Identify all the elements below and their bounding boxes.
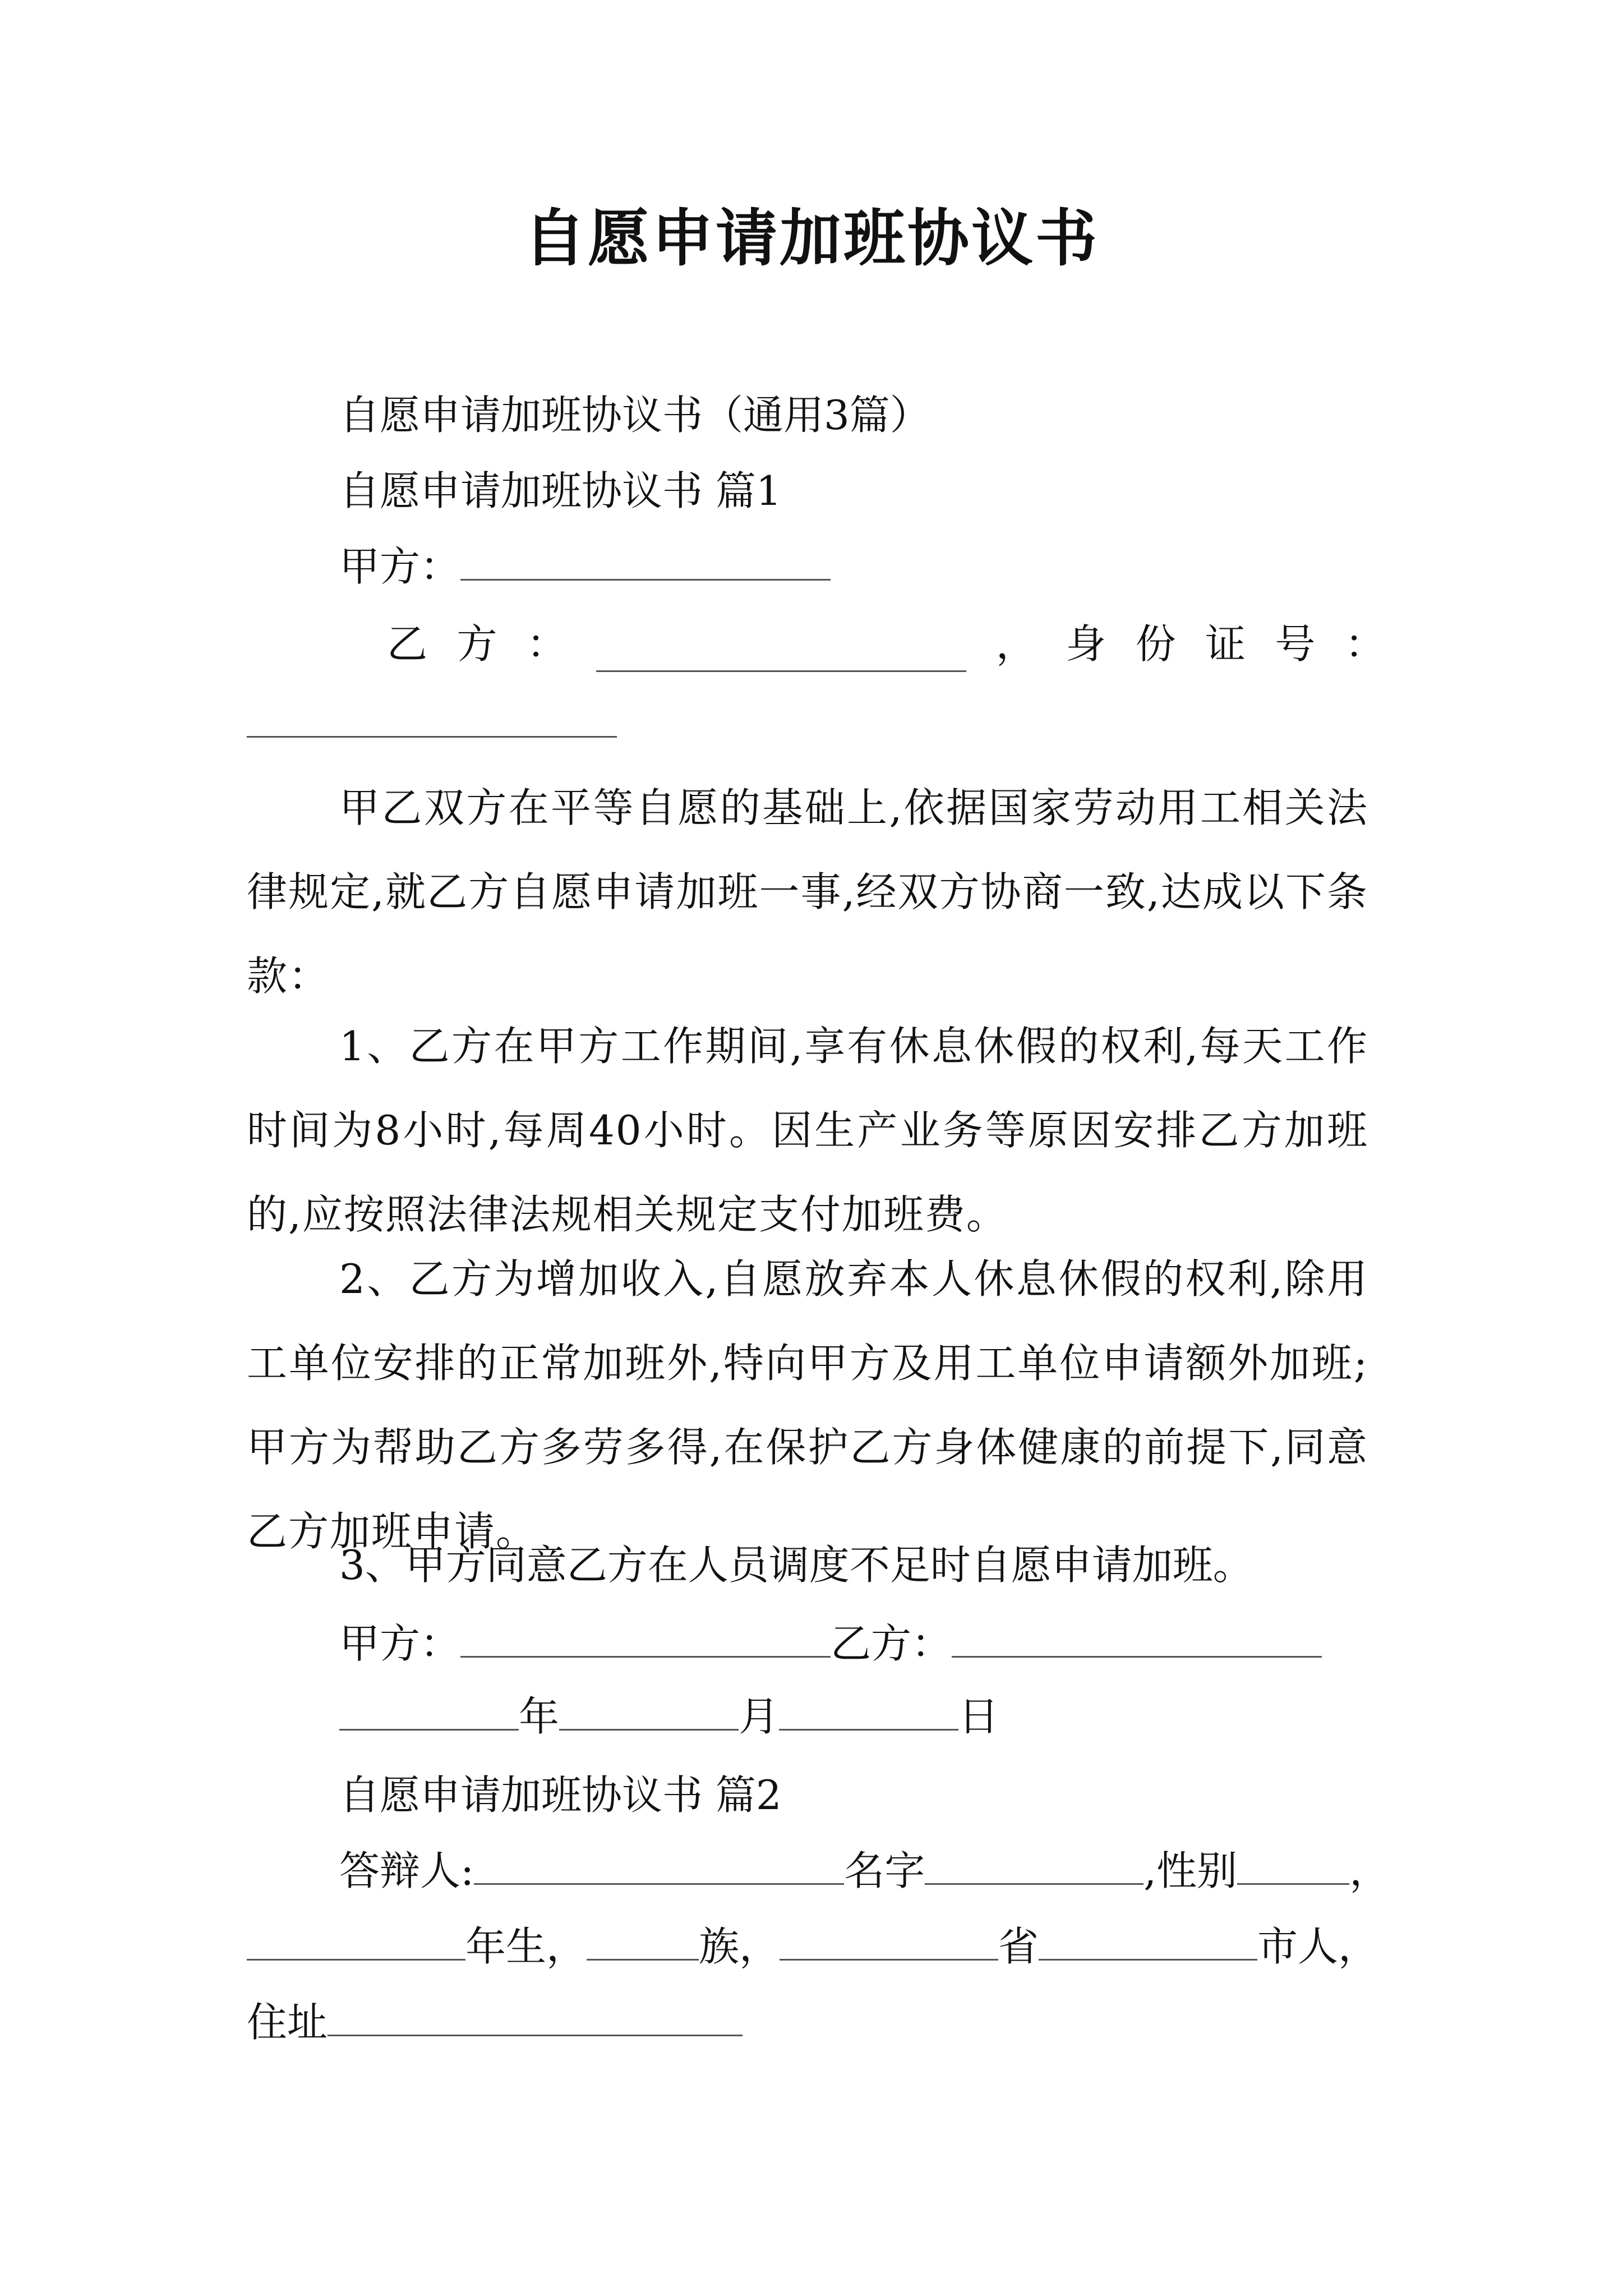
year-label: 年 [519,1693,560,1740]
origin-line [247,1918,1378,1975]
party-b-char-6: 份 [1135,620,1176,668]
month-label: 月 [739,1693,780,1740]
document-title: 自愿申请加班协议书 [524,202,1099,274]
born-label: 年生， [465,1923,587,1970]
gender-blank[interactable] [1237,1844,1349,1885]
party-b-char-8: 号 [1275,620,1316,668]
year-blank[interactable] [339,1690,519,1731]
day-blank[interactable] [779,1690,958,1731]
name-blank[interactable] [925,1844,1144,1885]
ethnic-label: 族， [699,1923,780,1970]
respondent-label: 答辩人: [339,1847,474,1894]
section1-intro: 甲乙双方在平等自愿的基础上,依据国家劳动用工相关法律规定,就乙方自愿申请加班一事,经双方协商一致,达成以下条款： [247,784,1368,1000]
city-label: 市人， [1257,1923,1379,1970]
section1-heading: 自愿申请加班协议书 篇1 [339,467,782,514]
day-label: 日 [958,1693,999,1740]
address-line [247,1994,743,2050]
document-subtitle: 自愿申请加班协议书（通用3篇） [339,392,930,439]
province-label: 省 [998,1923,1039,1970]
birth-year-blank[interactable] [247,1920,465,1961]
province-blank[interactable] [780,1920,998,1961]
clause-1: 1、乙方在甲方工作期间,享有休息休假的权利,每天工作时间为8小时,每周40小时。因生产业务等原因安排乙方加班的,应按照法律法规相关规定支付加班费。 [247,1023,1368,1238]
party-a-line [339,539,831,595]
respondent-blank[interactable] [474,1844,844,1885]
id-number-line [247,696,617,752]
sign-a-blank[interactable] [460,1617,831,1658]
sign-b-label: 乙方： [831,1620,952,1667]
party-b-line [387,616,1385,672]
address-blank[interactable] [328,1995,743,2036]
clause-3: 3、甲方同意乙方在人员调度不足时自愿申请加班。 [339,1542,1253,1589]
party-b-char-4: ， [995,620,1036,668]
party-b-char-2: 方 [457,620,497,668]
month-blank[interactable] [559,1690,739,1731]
section2-heading: 自愿申请加班协议书 篇2 [339,1772,782,1819]
sign-b-blank[interactable] [952,1617,1322,1658]
id-number-blank[interactable] [247,697,617,738]
clause-2: 2、乙方为增加收入,自愿放弃本人休息休假的权利,除用工单位安排的正常加班外,特向甲方及用工单位申请额外加班;甲方为帮助乙方多劳多得,在保护乙方身体健康的前提下,同意乙方加班申请。 [247,1255,1368,1555]
party-b-blank[interactable] [596,631,966,672]
name-label: 名字 [844,1847,925,1894]
gender-label: ,性别 [1144,1847,1238,1894]
sign-a-label: 甲方： [339,1620,461,1667]
party-b-char-3: ： [526,620,567,668]
respondent-line [339,1843,1390,1899]
party-b-char-5: 身 [1066,620,1106,668]
party-a-blank[interactable] [460,540,831,581]
city-blank[interactable] [1039,1920,1257,1961]
party-a-label: 甲方： [339,543,461,590]
party-b-char-1: 乙 [387,620,428,668]
party-b-char-9: ： [1344,620,1385,668]
date-line [339,1688,999,1745]
respondent-comma: ， [1349,1847,1390,1894]
address-label: 住址 [247,1999,328,2046]
party-b-char-7: 证 [1205,620,1246,668]
signature-line [339,1616,1322,1672]
ethnic-blank[interactable] [587,1920,699,1961]
